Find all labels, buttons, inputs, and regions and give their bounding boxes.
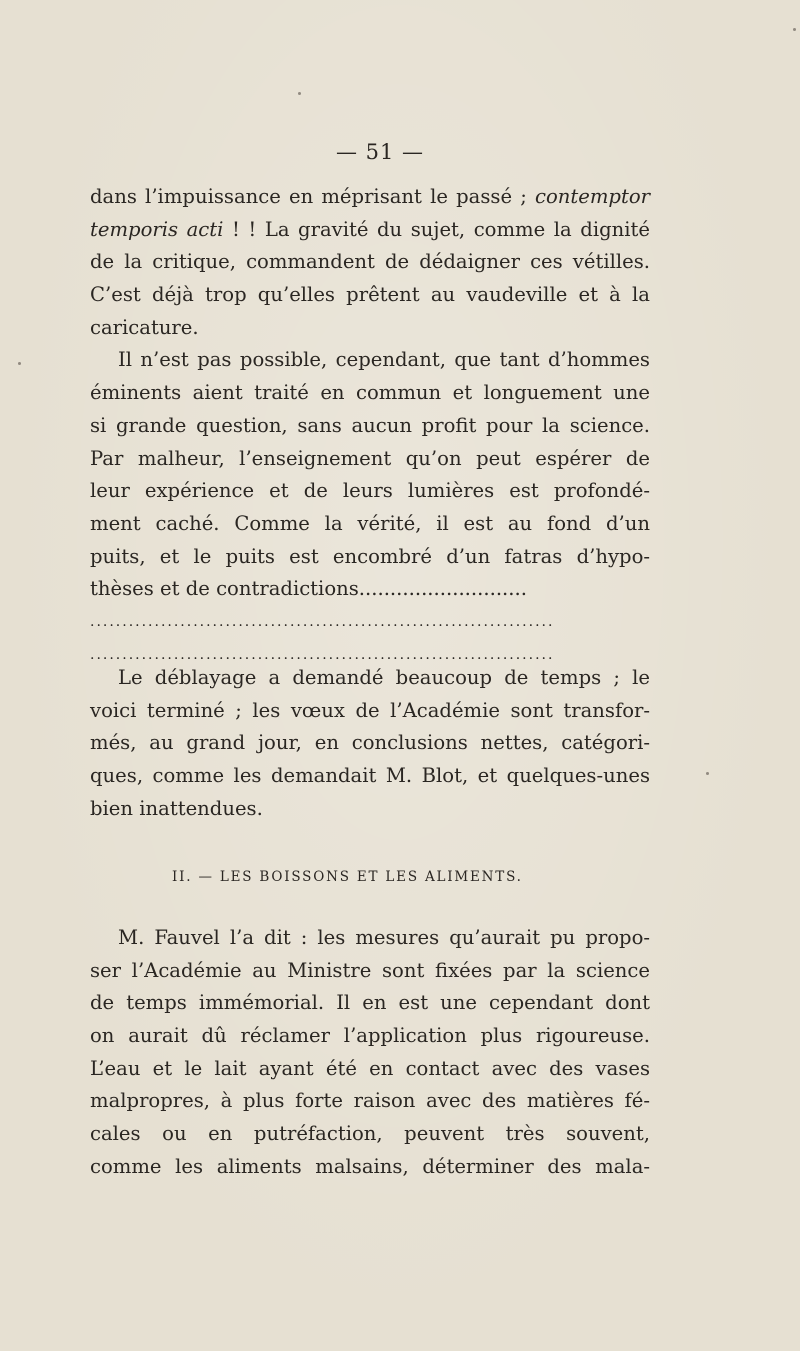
paper-speck <box>298 92 301 95</box>
text-line: ment caché. Comme la vérité, il est au fond d’un <box>90 511 650 535</box>
text-line: malpropres, à plus forte raison avec des matières fé- <box>90 1089 650 1113</box>
text-line: de temps immémorial. Il en est une cependant dont <box>90 991 650 1015</box>
paragraph-block-2 <box>90 662 650 825</box>
text-line: comme les aliments malsains, déterminer des mala- <box>90 1154 650 1178</box>
text-line: voici terminé ; les vœux de l’Académie sont transfor- <box>90 698 650 722</box>
paper-speck <box>706 772 709 775</box>
text-line: puits, et le puits est encombré d’un fatras d’hypo- <box>90 544 650 568</box>
ellipsis-row: ........................................................................ <box>90 613 555 630</box>
text-line: bien inattendues. <box>90 796 263 820</box>
paragraph-block-3 <box>90 922 650 1184</box>
text-line: éminents aient traité en commun et longuement une <box>90 381 650 405</box>
text-line: cales ou en putréfaction, peuvent très souvent, <box>90 1122 650 1146</box>
text-line: Par malheur, l’enseignement qu’on peut espérer de <box>90 446 650 470</box>
section-heading: II. — LES BOISSONS ET LES ALIMENTS. <box>172 869 523 885</box>
text-line: de la critique, commandent de dédaigner ces vétilles. <box>90 250 650 274</box>
text-line: M. Fauvel l’a dit : les mesures qu’aurait pu propo- <box>118 926 650 949</box>
text-line: L’eau et le lait ayant été en contact avec des vases <box>90 1056 650 1080</box>
text-line: si grande question, sans aucun profit pour la science. <box>90 413 650 437</box>
page-number: — 51 — <box>335 140 425 164</box>
text-line: temporis acti ! ! La gravité du sujet, comme la dignité <box>90 217 650 241</box>
ellipsis-row: ........................................................................ <box>90 646 555 663</box>
text-line: caricature. <box>90 315 199 339</box>
paragraph-block-1 <box>90 181 650 671</box>
text-line: Il n’est pas possible, cependant, que tant d’hommes <box>118 348 650 372</box>
text-line: més, au grand jour, en conclusions nettes, catégori- <box>90 731 650 755</box>
text-line: ques, comme les demandait M. Blot, et quelques-unes <box>90 764 650 788</box>
text-line: leur expérience et de leurs lumières est profondé- <box>90 479 650 503</box>
text-line: ser l’Académie au Ministre sont fixées par la science <box>90 958 650 982</box>
paper-speck <box>793 28 796 31</box>
text-line: on aurait dû réclamer l’application plus rigoureuse. <box>90 1024 650 1048</box>
paper-speck <box>18 362 21 365</box>
text-line: C’est déjà trop qu’elles prêtent au vaudeville et à la <box>90 283 650 307</box>
text-line: Le déblayage a demandé beaucoup de temps ; le <box>118 666 650 689</box>
text-line: thèses et de contradictions........................... <box>90 577 527 601</box>
text-line: dans l’impuissance en méprisant le passé ; contemptor <box>90 185 650 208</box>
